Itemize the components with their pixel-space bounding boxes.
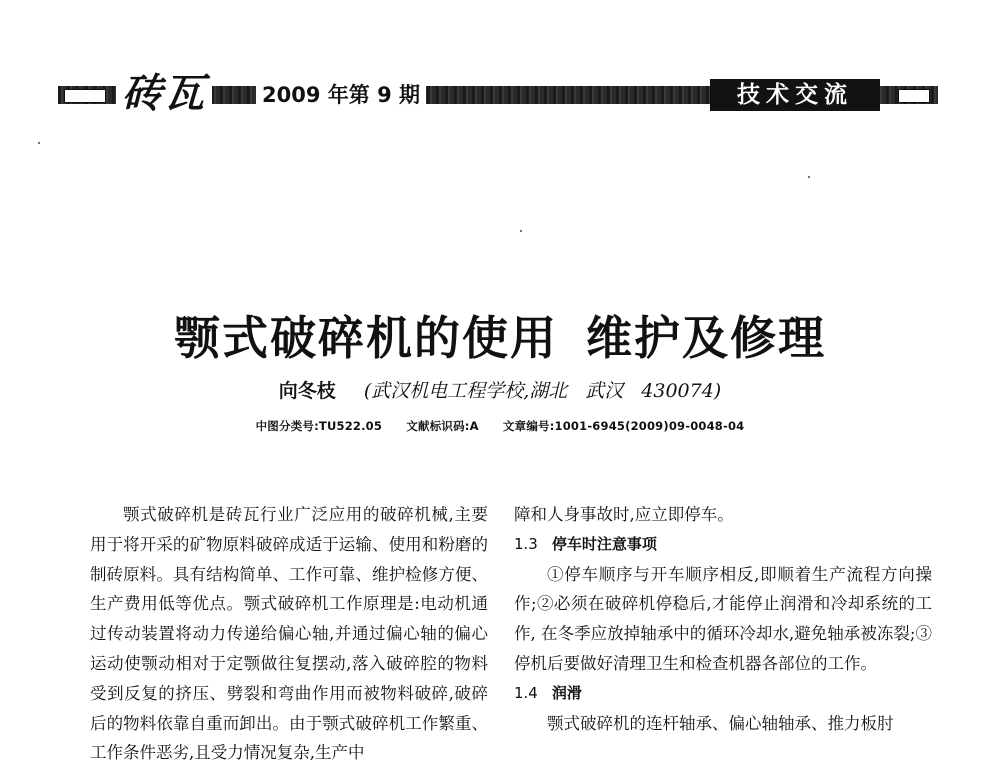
scan-speck — [38, 142, 40, 144]
affiliation-city: 武汉 — [585, 380, 624, 402]
lubrication-paragraph: 颚式破碎机的连杆轴承、偏心轴轴承、推力板肘 — [547, 713, 894, 733]
section-heading-1-3 — [514, 530, 932, 560]
column-tag: 技术交流 — [710, 79, 880, 111]
article-number: 文章编号:1001-6945(2009)09-0048-04 — [502, 419, 745, 433]
journal-header-band — [58, 70, 938, 117]
journal-name: 砖瓦 — [116, 72, 212, 116]
issue-label: 2009 年第 9 期 — [256, 80, 426, 110]
affiliation: (武汉机电工程学校,湖北 — [363, 380, 568, 402]
title-part-2: 维护及修理 — [586, 311, 826, 365]
document-code: 文献标识码:A — [406, 419, 479, 433]
author-name: 向冬枝 — [278, 380, 336, 402]
header-right-ornament — [898, 89, 930, 103]
header-left-ornament — [64, 89, 106, 103]
section-number: 1.3 — [514, 534, 538, 553]
classification-line — [0, 418, 1000, 434]
scan-speck — [520, 230, 522, 232]
scan-speck — [808, 176, 810, 178]
postcode: 430074) — [641, 380, 722, 402]
continued-paragraph: 障和人身事故时,应立即停车。 — [514, 505, 734, 524]
section-number: 1.4 — [514, 683, 538, 702]
section-heading-1-4 — [514, 679, 932, 709]
section-title: 润滑 — [551, 683, 582, 702]
intro-paragraph: 颚式破碎机是砖瓦行业广泛应用的破碎机械,主要用于将开采的矿物原料破碎成适于运输、使用和粉磨的制砖原料。具有结构简单、工作可靠、维护检修方便、生产费用低等优点。颚式破碎机工作原理是:电动机通过传动装置将动力传递给偏心轴,并通过偏心轴的偏心运动使颚动相对于定颚做往复摆动,落入破碎腔的物料受到反复的挤压、劈裂和弯曲作用而被物料破碎,破碎后的物料依靠自重而卸出。由于颚式破碎机工作繁重、工作条件恶劣,且受力情况复杂,生产中 — [90, 505, 488, 763]
body-column-left — [90, 500, 488, 768]
clc-number: 中图分类号:TU522.05 — [255, 419, 383, 433]
shutdown-paragraph: ①停车顺序与开车顺序相反,即顺着生产流程方向操作;②必须在破碎机停稳后,才能停止润滑和冷却系统的工作, 在冬季应放掉轴承中的循环冷却水,避免轴承被冻裂;③停机后要做好清理卫生和检查机器各部位的工作。 — [514, 564, 932, 673]
body-column-right — [514, 500, 932, 738]
title-part-1: 颚式破碎机的使用 — [174, 311, 558, 365]
article-title — [0, 302, 1000, 368]
section-title: 停车时注意事项 — [551, 534, 657, 553]
byline — [0, 376, 1000, 403]
